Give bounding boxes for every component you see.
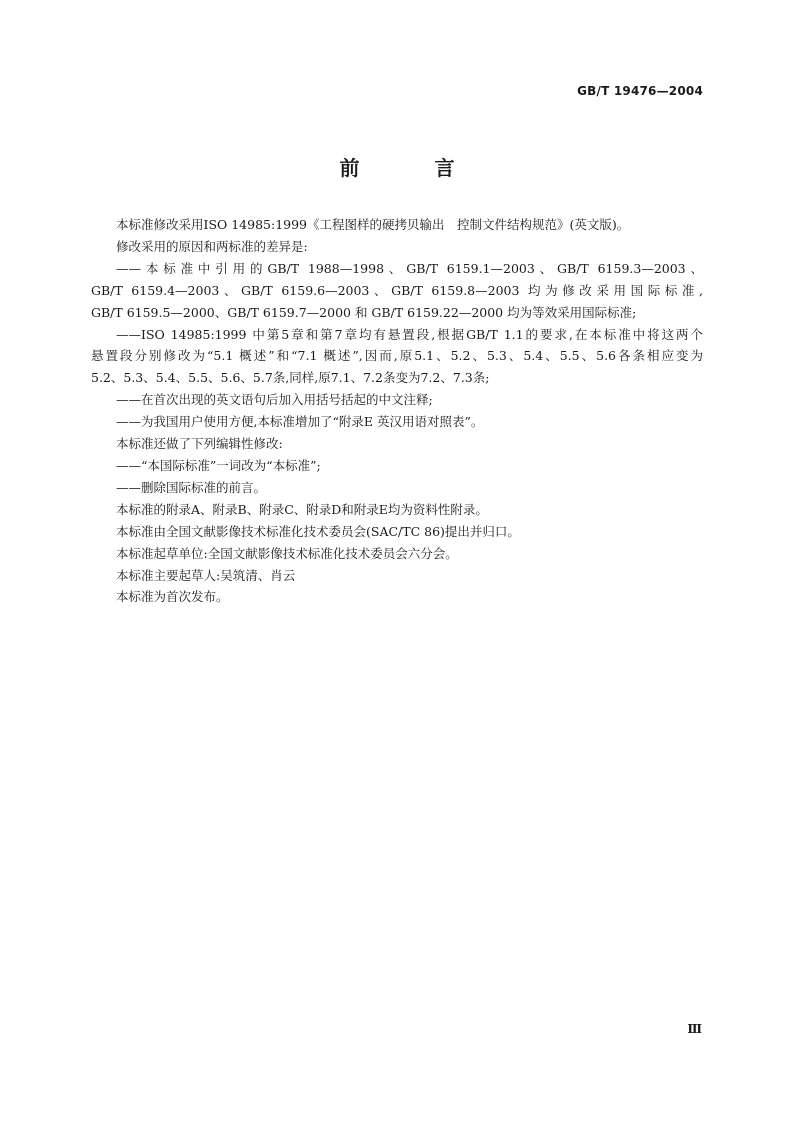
paragraph-chinese-notes: ——在首次出现的英文语句后加入用括号括起的中文注释;	[116, 392, 433, 408]
paragraph-annex-e: ——为我国用户使用方便,本标准增加了“附录E 英汉用语对照表”。	[116, 414, 484, 430]
paragraph-differences-intro: 修改采用的原因和两标准的差异是:	[116, 238, 308, 254]
paragraph-informative-annexes: 本标准的附录A、附录B、附录C、附录D和附录E均为资料性附录。	[116, 501, 488, 517]
paragraph-delete-foreword: ——删除国际标准的前言。	[116, 479, 267, 495]
paragraph-suspended-clauses	[91, 324, 703, 390]
paragraph-referenced-standards	[91, 258, 703, 324]
paragraph-proposer: 本标准由全国文献影像技术标准化技术委员会(SAC/TC 86)提出并归口。	[116, 523, 520, 539]
paragraph-line: 悬置段分别修改为“5.1 概述”和“7.1 概述”,因而,原5.1、5.2、5.3、5.4、5.5、5.6各条相应变为	[91, 348, 703, 364]
paragraph-editorial-intro: 本标准还做了下列编辑性修改:	[116, 436, 283, 452]
foreword-body	[91, 214, 703, 608]
paragraph-adoption: 本标准修改采用ISO 14985:1999《工程图样的硬拷贝输出 控制文件结构规范》(英文版)。	[116, 217, 630, 232]
paragraph-first-release: 本标准为首次发布。	[116, 589, 229, 605]
paragraph-drafting-unit: 本标准起草单位:全国文献影像技术标准化技术委员会六分会。	[116, 545, 458, 561]
paragraph-drafters: 本标准主要起草人:吴筑清、肖云	[116, 567, 296, 583]
page-title: 前 言	[339, 156, 489, 180]
standard-code: GB/T 19476—2004	[577, 84, 703, 98]
paragraph-line: GB/T 6159.4—2003、GB/T 6159.6—2003、GB/T 6159.8—2003 均为修改采用国际标准,	[91, 282, 703, 298]
paragraph-line: ——ISO 14985:1999 中第5章和第7章均有悬置段,根据GB/T 1.1的要求,在本标准中将这两个	[116, 326, 703, 342]
paragraph-line: ——本标准中引用的GB/T 1988—1998、GB/T 6159.1—2003、GB/T 6159.3—2003、	[116, 260, 703, 276]
paragraph-line: GB/T 6159.5—2000、GB/T 6159.7—2000 和 GB/T 6159.22—2000 均为等效采用国际标准;	[91, 304, 637, 320]
page-number: Ⅲ	[687, 1022, 702, 1036]
paragraph-line: 5.2、5.3、5.4、5.5、5.6、5.7条,同样,原7.1、7.2条变为7.2、7.3条;	[91, 370, 490, 386]
paragraph-term-change: ——“本国际标准”一词改为“本标准”;	[116, 457, 321, 473]
